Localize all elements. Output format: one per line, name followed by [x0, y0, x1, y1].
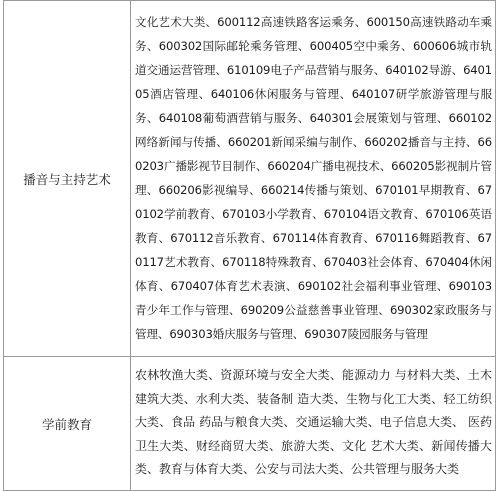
major-requirements-table [3, 0, 496, 491]
table-row [4, 357, 496, 491]
category-cell-preschool-education: 学前教育 [4, 357, 131, 491]
category-cell-broadcasting-hosting: 播音与主持艺术 [4, 1, 131, 357]
majors-cell-preschool-education: 农林牧渔大类、资源环境与安全大类、能源动力 与材料大类、土木建筑大类、水利大类、装备制 造大类、生物与化工大类、轻工纺织大类、食品 药品与粮食大类、交通运输大类、电子信息大类、 医药卫生大类、财经商贸大类、旅游大类、文化 艺术大类、新闻传播大类、教育与体育大类、公安与司法大类、公共管理与服务大类 [131, 357, 496, 491]
majors-cell-broadcasting-hosting: 文化艺术大类、600112高速铁路客运乘务、600150高速铁路动车乘务、600302国际邮轮乘务管理、600405空中乘务、600606城市轨道交通运营管理、610109电子产品营销与服务、640102导游、640105酒店管理、640106休闲服务与管理、640107研学旅游管理与服务、640108葡萄酒营销与服务、640301会展策划与管理、660102网络新闻与传播、660201新闻采编与制作、660202播音与主持、660203广播影视节目制作、660204广播电视技术、660205影视制片管理、660206影视编导、660214传播与策划、670101早期教育、670102学前教育、670103小学教育、670104语文教育、670106英语教育、670112音乐教育、670114体育教育、670116舞蹈教育、670117艺术教育、670118特殊教育、670403社会体育、670404休闲体育、670407体育艺术表演、690102社会福利事业管理、690103青少年工作与管理、690209公益慈善事业管理、690302家政服务与管理、690303婚庆服务与管理、690307陵园服务与管理 [131, 1, 496, 357]
table-row [4, 1, 496, 357]
